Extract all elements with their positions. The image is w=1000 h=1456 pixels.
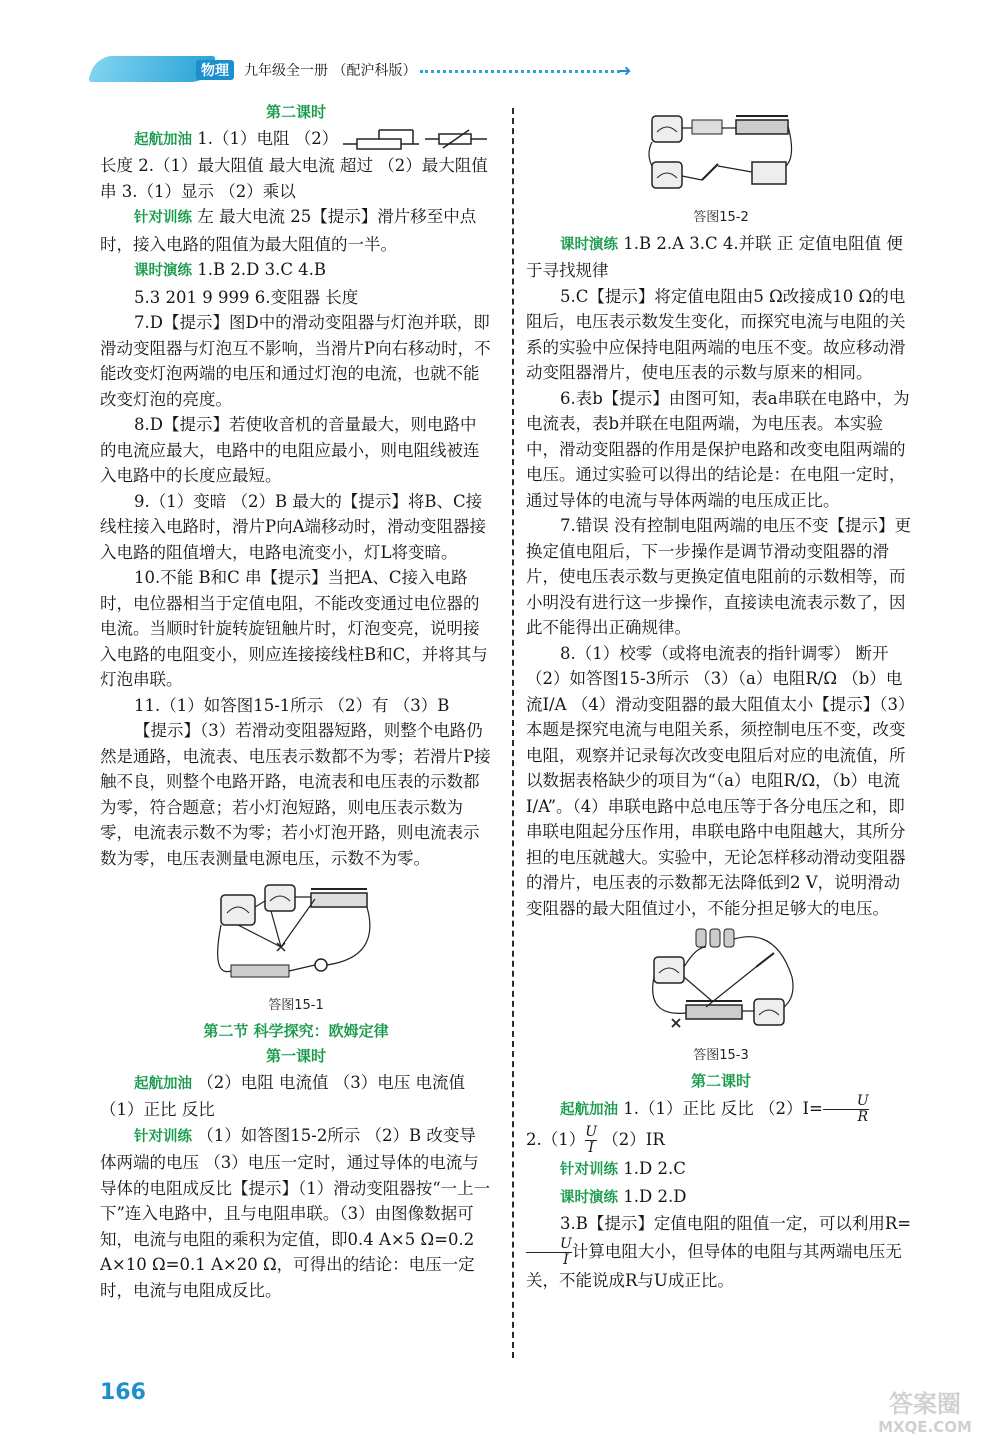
zhendui-label-right: 针对训练	[560, 1162, 618, 1178]
frac-numerator: U	[856, 1093, 869, 1109]
qihang-line-2-right	[526, 1125, 916, 1156]
frac-denominator: R	[823, 1109, 869, 1125]
right-column	[526, 100, 916, 1293]
answer-5-right: 5.C【提示】将定值电阻由5 Ω改接成10 Ω的电阻后，电压表示数发生变化，而探究电流与电阻的关系的实验中应保持电阻两端的电压不变。故应移动滑动变阻器滑片，使电压表的示数与原来的相同。	[526, 286, 906, 382]
zhendui2-label: 针对训练	[134, 1128, 192, 1145]
answer-7-right: 7.错误 没有控制电阻两端的电压不变【提示】更换定值电阻后，下一步操作是调节滑动变阻器的滑片，使电压表示数与更换定值电阻前的示数相等，而小明没有进行这一步操作，直接读电流表示数了，因此不能得出正确规律。	[526, 516, 911, 637]
fraction-u-over-i	[585, 1125, 597, 1156]
fraction-u-over-r	[823, 1094, 869, 1125]
header-dotted-line	[420, 70, 620, 73]
rheostat-symbol-icon	[343, 128, 419, 150]
answer-3-right	[526, 1211, 916, 1293]
answer-5: 5.3 201 9 999 6.变阻器 长度	[134, 287, 359, 307]
keshi2-text-right: 1.D 2.D	[618, 1186, 687, 1206]
answer-9: 9.（1）变暗 （2）B 最大的【提示】将B、C接线柱接入电路时，滑片P向A端移动时，滑动变阻器接入电路的阻值增大，电路电流变小，灯L将变暗。	[100, 491, 487, 562]
arrow-right-icon: ➜	[618, 61, 632, 80]
qihang2-label: 起航加油	[134, 1075, 192, 1092]
answer-8: 8.D【提示】若使收音机的音量最大，则电路中的电流应最大，电路中的电阻应最小，则电阻线被连入电路中的长度应最短。	[100, 415, 480, 485]
fraction-u-over-i-2	[526, 1237, 572, 1268]
zhendui2-text: （1）如答图15-2所示 （2）B 改变导体两端的电压 （3）电压一定时，通过导体的电流与导体的电阻成反比【提示】（1）滑动变阻器按“一上一下”连入电路中，且与电阻串联。（3）由图像数据可知，电流与电阻的乘积为定值，即0.4 A×5 Ω=0.2 A×10 Ω=0.1 A×20 Ω，可得出的结论：电压一定时，电流与电阻成反比。	[100, 1125, 491, 1300]
keshi-answers	[100, 257, 492, 285]
left-column	[100, 100, 492, 1303]
variable-resistor-symbol-icon	[425, 128, 487, 150]
keshi-text-right: 1.B 2.A 3.C 4.并联 正 定值电阻值 便于寻找规律	[526, 233, 903, 280]
answer-7: 7.D【提示】图D中的滑动变阻器与灯泡并联，即滑动变阻器与灯泡互不影响，当滑片P向右移动时，不能改变灯泡两端的电压和通过灯泡的电流，也就不能改变灯泡的亮度。	[100, 313, 491, 409]
qihang-answers-right	[526, 1094, 916, 1125]
qihang-answers	[100, 126, 492, 205]
section-title: 第二节 科学探究：欧姆定律	[203, 1021, 389, 1040]
zhendui2-answers	[100, 1123, 492, 1304]
qihang-text-a: 1.（1）电阻 （2）	[197, 128, 339, 148]
zhendui-answers-right	[526, 1156, 916, 1184]
keshi2-label-right: 课时演练	[560, 1189, 618, 1206]
page-number: 166	[100, 1380, 146, 1405]
frac-numerator: U	[585, 1124, 598, 1140]
zhendui-text-right: 1.D 2.C	[618, 1159, 686, 1178]
answer-6-right: 6.表b【提示】由图可知，表a串联在电路中，为电流表，表b并联在电阻两端，为电压表。本实验中，滑动变阻器的作用是保护电路和改变电阻两端的电压。通过实验可以得出的结论是：在电阻一定时，通过导体的电流与导体两端的电压成正比。	[526, 388, 910, 510]
circuit-figure-15-1	[211, 877, 381, 989]
qihang-label-right: 起航加油	[560, 1102, 618, 1118]
page-header	[0, 0, 1000, 96]
zhendui-label: 针对训练	[134, 210, 192, 226]
watermark-logo	[870, 1390, 980, 1442]
frac-denominator: I	[585, 1140, 597, 1156]
answer-11-tip: 【提示】（3）若滑动变阻器短路，则整个电路仍然是通路，电流表、电压表示数都不为零；若滑片P接触不良，则整个电路开路，电流表和电压表的示数都为零，符合题意；若小灯泡短路，则电压表示数为零，电流表示数不为零；若小灯泡开路，则电流表示数为零，电压表测量电源电压，示数不为零。	[100, 721, 491, 868]
header-subject: 物理	[196, 60, 234, 80]
qihang2-text: （2）电阻 电流值 （3）电压 电流值 （1）正比 反比	[100, 1072, 465, 1119]
watermark-bottom: MXQE.COM	[878, 1418, 972, 1436]
figure-15-2-caption: 答图15-2	[693, 210, 749, 225]
zhendui-answers	[100, 204, 492, 257]
column-divider	[512, 108, 514, 1358]
frac-numerator: U	[560, 1235, 572, 1252]
qihang-text-b-right: 2.（1）	[526, 1130, 586, 1149]
header-book-title: 九年级全一册 （配沪科版）	[244, 63, 417, 79]
lesson-title: 第二课时	[265, 103, 326, 121]
section-lesson-title: 第一课时	[265, 1047, 326, 1065]
answer-10: 10.不能 B和C 串【提示】当把A、C接入电路时，电位器相当于定值电阻，不能改变通过电位器的电流。当顺时针旋转旋钮触片时，灯泡变亮，说明接入电路的电阻变小，则应连接接线柱B和C，并将其与灯泡串联。	[100, 568, 488, 689]
qihang-label: 起航加油	[134, 131, 192, 148]
answer-3-text-b: 计算电阻大小，但导体的电阻与其两端电压无关，不能说成R与U成正比。	[526, 1241, 902, 1290]
qihang-text-c-right: （2）IR	[597, 1130, 665, 1149]
answer-3-text-a: 3.B【提示】定值电阻的阻值一定，可以利用R=	[560, 1214, 912, 1233]
keshi-label-right: 课时演练	[560, 236, 618, 253]
keshi-label: 课时演练	[134, 263, 192, 279]
answer-8-right: 8.（1）校零（或将电流表的指针调零） 断开 （2）如答图15-3所示 （3）（a）电阻R/Ω （b）电流I/A （4）滑动变阻器的最大阻值太小【提示】（3）本题是探究电流与电阻关系，须控制电压不变，改变电阻，观察并记录每次改变电阻后对应的电流值，所以数据表格缺少的项目为“（a）电阻R/Ω，（b）电流I/A”。（4）串联电路中总电压等于各分电压之和，即串联电阻起分压作用，串联电路中电阻越大，其所分担的电压就越大。实验中，无论怎样移动滑动变阻器的滑片，电压表的示数都无法降低到2 V，说明滑动变阻器的最大阻值过小，不能分担足够大的电压。	[526, 643, 915, 918]
keshi-answers-right	[526, 231, 916, 284]
figure-15-1-caption: 答图15-1	[268, 998, 324, 1013]
circuit-figure-15-2	[646, 106, 796, 201]
qihang-text-b: 长度 2.（1）最大阻值 最大电流 超过 （2）最大阻值 串 3.（1）显示 （2）乘以	[100, 156, 488, 201]
figure-15-3-caption: 答图15-3	[693, 1048, 749, 1063]
qihang2-answers	[100, 1070, 492, 1123]
qihang-text-a-right: 1.（1）正比 反比 （2）I=	[618, 1099, 823, 1118]
answer-11: 11.（1）如答图15-1所示 （2）有 （3）B	[134, 695, 450, 715]
frac-denominator: I	[526, 1252, 572, 1268]
keshi2-answers-right	[526, 1184, 916, 1212]
keshi-text: 1.B 2.D 3.C 4.B	[192, 260, 327, 279]
lesson2-title: 第二课时	[690, 1071, 751, 1090]
watermark-top: 答案圈	[889, 1390, 961, 1418]
zhendui-text: 左 最大电流 25【提示】滑片移至中点时，接入电路的阻值为最大阻值的一半。	[100, 207, 477, 254]
circuit-figure-15-3	[646, 927, 796, 1039]
